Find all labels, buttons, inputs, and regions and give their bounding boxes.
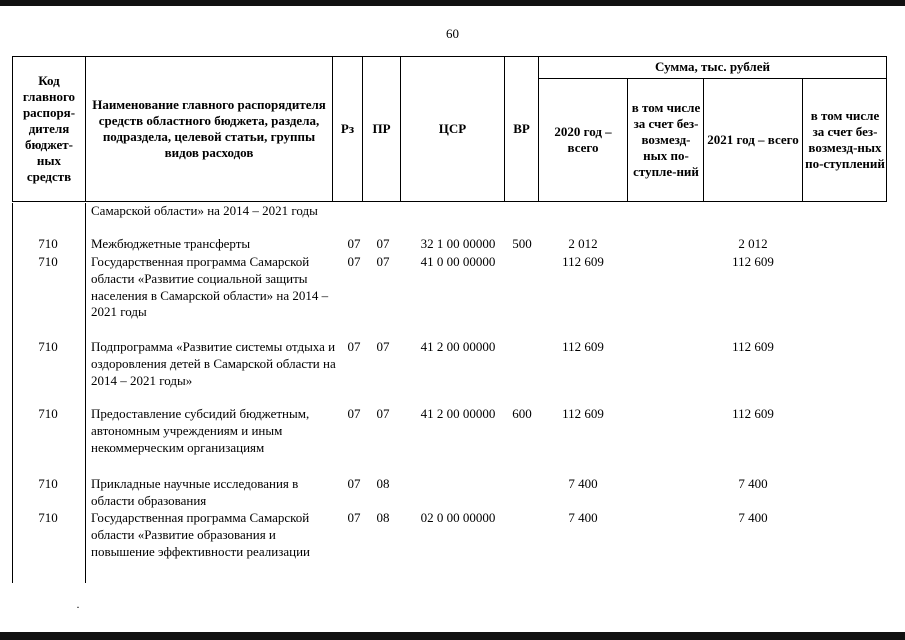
row-name: Прикладные научные исследования в области образования [91,476,299,508]
row-code: 710 [38,476,58,491]
table-header [12,56,887,202]
row-sum-2020: 2 012 [568,236,598,251]
header-2021-total: 2021 год – всего [707,132,799,147]
stray-mark: · [76,600,80,614]
row-code: 710 [38,406,58,421]
row-name: Межбюджетные трансферты [91,236,251,251]
row-sum-2020: 112 609 [562,339,604,354]
header-rz: Рз [340,121,355,136]
row-code: 710 [38,339,58,354]
header-vr: ВР [513,121,530,136]
row-sum-2020: 112 609 [562,254,604,269]
header-2021-gratuitous: в том числе за счет без-возмезд-ных по-ступлений [805,108,885,171]
row-sum-2021: 112 609 [732,406,774,421]
row-pr: 07 [376,406,390,421]
row-sum-2020: 7 400 [568,476,598,491]
row-rz: 07 [347,476,361,491]
row-pr: 07 [376,339,390,354]
bottom-border-bar [0,632,905,640]
row-sum-2021: 112 609 [732,254,774,269]
row-pr: 08 [376,510,390,525]
header-csr: ЦСР [438,121,467,136]
row-sum-2021: 7 400 [738,510,768,525]
header-2020-total: 2020 год – всего [554,124,612,155]
row-pr: 08 [376,476,390,491]
row-rz: 07 [347,406,361,421]
row-sum-2021: 112 609 [732,339,774,354]
header-code: Код главного распоря-дителя бюджет-ных средств [22,73,76,184]
header-name: Наименование главного распорядителя средств областного бюджета, раздела, подраздела, целевой статьи, группы видов расходов [92,97,326,160]
row-rz: 07 [347,236,361,251]
row-csr: 02 0 00 00000 [420,510,496,525]
row-rz: 07 [347,510,361,525]
row-vr: 600 [512,406,532,421]
row-name: Самарской области» на 2014 – 2021 годы [91,203,318,218]
row-csr: 41 2 00 00000 [420,339,496,354]
row-code: 710 [38,236,58,251]
header-sum-group: Сумма, тыс. рублей [655,59,770,74]
row-name: Государственная программа Самарской области «Развитие образования и повышение эффективности реализации [91,510,310,559]
row-vr: 500 [512,236,532,251]
row-pr: 07 [376,236,390,251]
row-code: 710 [38,510,58,525]
top-border-bar [0,0,905,6]
row-name: Подпрограмма «Развитие системы отдыха и оздоровления детей в Самарской области на 2014 – 2021 годы» [91,339,336,388]
row-name: Предоставление субсидий бюджетным, автономным учреждениям и иным некоммерческим организациям [91,406,310,455]
header-2020-gratuitous: в том числе за счет без-возмезд-ных по-ступле-ний [631,100,701,179]
row-sum-2020: 112 609 [562,406,604,421]
page-number: 60 [446,26,459,41]
header-pr: ПР [372,121,391,136]
row-csr: 41 2 00 00000 [420,406,496,421]
row-pr: 07 [376,254,390,269]
row-sum-2021: 7 400 [738,476,768,491]
row-csr: 32 1 00 00000 [420,236,496,251]
row-sum-2021: 2 012 [738,236,768,251]
row-name: Государственная программа Самарской области «Развитие социальной защиты населения в Самарской области» на 2014 – 2021 годы [91,254,329,320]
table-body [12,203,887,583]
row-sum-2020: 7 400 [568,510,598,525]
row-rz: 07 [347,254,361,269]
row-rz: 07 [347,339,361,354]
row-code: 710 [38,254,58,269]
row-csr: 41 0 00 00000 [420,254,496,269]
